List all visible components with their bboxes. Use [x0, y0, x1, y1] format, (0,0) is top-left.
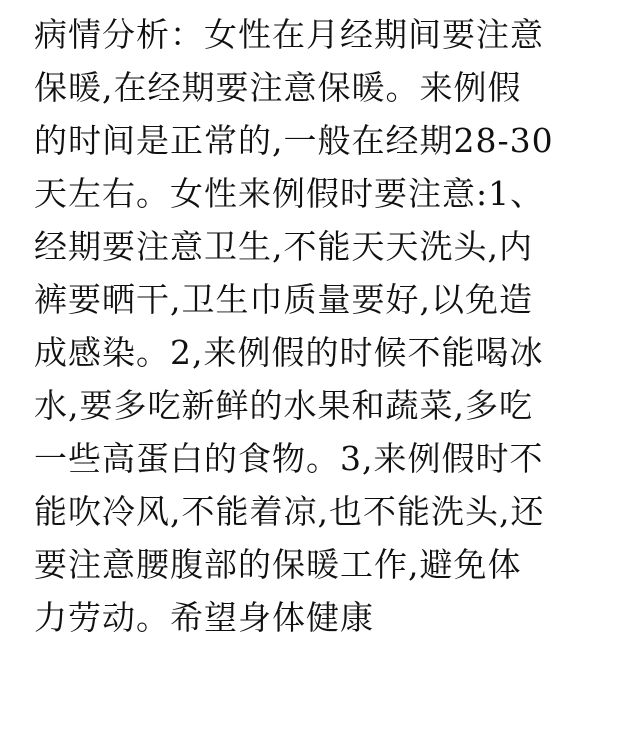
- text-line-12: 力劳动。希望身体健康: [34, 598, 374, 637]
- text-line-2: 保暖,在经期要注意保暖。来例假: [34, 68, 522, 107]
- text-line-5: 经期要注意卫生,不能天天洗头,内: [34, 227, 533, 266]
- text-line-1: 病情分析：女性在月经期间要注意: [34, 15, 544, 54]
- text-line-9: 一些高蛋白的食物。3,来例假时不: [34, 439, 544, 478]
- text-line-4: 天左右。女性来例假时要注意:1、: [34, 174, 545, 213]
- text-line-10: 能吹冷风,不能着凉,也不能洗头,还: [34, 492, 545, 531]
- text-line-6: 裤要晒干,卫生巾质量要好,以免造: [34, 280, 533, 319]
- text-line-7: 成感染。2,来例假的时候不能喝冰: [34, 333, 544, 372]
- text-line-8: 水,要多吃新鲜的水果和蔬菜,多吃: [34, 386, 533, 425]
- handwritten-text-block: [34, 8, 634, 644]
- text-line-11: 要注意腰腹部的保暖工作,避免体: [34, 545, 522, 584]
- text-line-3: 的时间是正常的,一般在经期28-30: [34, 121, 554, 160]
